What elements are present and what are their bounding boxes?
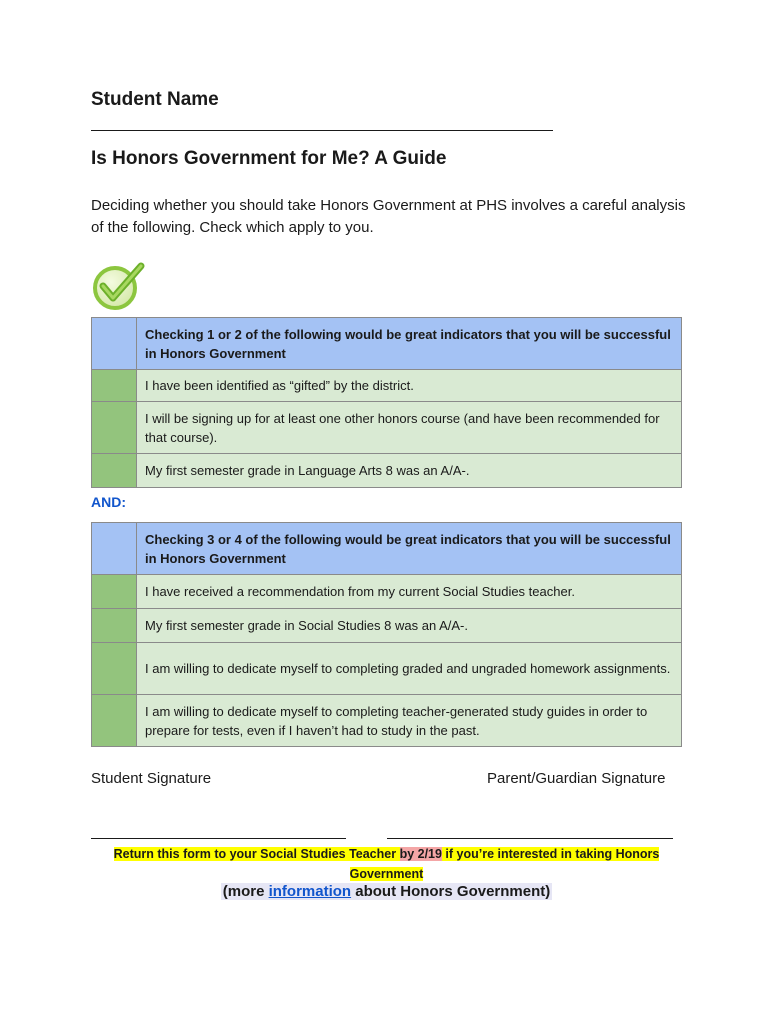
and-label: AND: — [91, 494, 126, 510]
table-row — [92, 370, 682, 402]
criteria-table-2 — [91, 522, 682, 747]
table-row — [92, 609, 682, 643]
criterion-text: I am willing to dedicate myself to completing teacher-generated study guides in order to prepare for tests, even if I haven’t had to study in the past. — [137, 695, 682, 747]
table2-header-row — [92, 523, 682, 575]
checkmark-icon — [91, 260, 147, 312]
parent-signature-line[interactable] — [387, 838, 673, 839]
table2-header: Checking 3 or 4 of the following would be great indicators that you will be successful in Honors Government — [137, 523, 682, 575]
criterion-text: I am willing to dedicate myself to completing graded and ungraded homework assignments. — [137, 643, 682, 695]
table-row — [92, 695, 682, 747]
table-row — [92, 575, 682, 609]
student-name-line[interactable] — [91, 130, 553, 131]
criterion-text: I have been identified as “gifted” by the district. — [137, 370, 682, 402]
parent-signature-label: Parent/Guardian Signature — [487, 770, 666, 787]
return-text-start: Return this form to your Social Studies Teacher — [113, 847, 400, 861]
header-blank-cell — [92, 318, 137, 370]
criterion-text: I will be signing up for at least one other honors course (and have been recommended for that course). — [137, 402, 682, 454]
intro-text: Deciding whether you should take Honors Government at PHS involves a careful analysis of the following. Check which apply to you. — [91, 197, 686, 236]
checkbox[interactable] — [92, 402, 137, 454]
header-blank-cell — [92, 523, 137, 575]
checkbox[interactable] — [92, 643, 137, 695]
more-info-line — [91, 883, 682, 900]
more-info-close: about Honors Government) — [351, 883, 551, 900]
page-title: Is Honors Government for Me? A Guide — [91, 148, 447, 169]
table1-header-row — [92, 318, 682, 370]
checkbox[interactable] — [92, 575, 137, 609]
information-link[interactable]: information — [268, 883, 352, 900]
table-row — [92, 402, 682, 454]
table-row — [92, 454, 682, 488]
criteria-table-1 — [91, 317, 682, 488]
more-info-open: (more — [222, 883, 269, 900]
checkbox[interactable] — [92, 609, 137, 643]
table-row — [92, 643, 682, 695]
checkbox[interactable] — [92, 370, 137, 402]
return-text-end: if you’re interested in taking Honors Government — [349, 847, 660, 881]
student-signature-label: Student Signature — [91, 770, 212, 787]
return-date: by 2/19 — [399, 847, 442, 861]
table1-header: Checking 1 or 2 of the following would be great indicators that you will be successful in Honors Government — [137, 318, 682, 370]
criterion-text: My first semester grade in Language Arts 8 was an A/A-. — [137, 454, 682, 488]
student-signature-line[interactable] — [91, 838, 346, 839]
criterion-text: My first semester grade in Social Studies 8 was an A/A-. — [137, 609, 682, 643]
return-instructions — [91, 844, 682, 884]
checkbox[interactable] — [92, 695, 137, 747]
checkbox[interactable] — [92, 454, 137, 488]
student-name-label: Student Name — [91, 89, 219, 110]
criterion-text: I have received a recommendation from my current Social Studies teacher. — [137, 575, 682, 609]
more-info-wrap — [221, 883, 553, 900]
